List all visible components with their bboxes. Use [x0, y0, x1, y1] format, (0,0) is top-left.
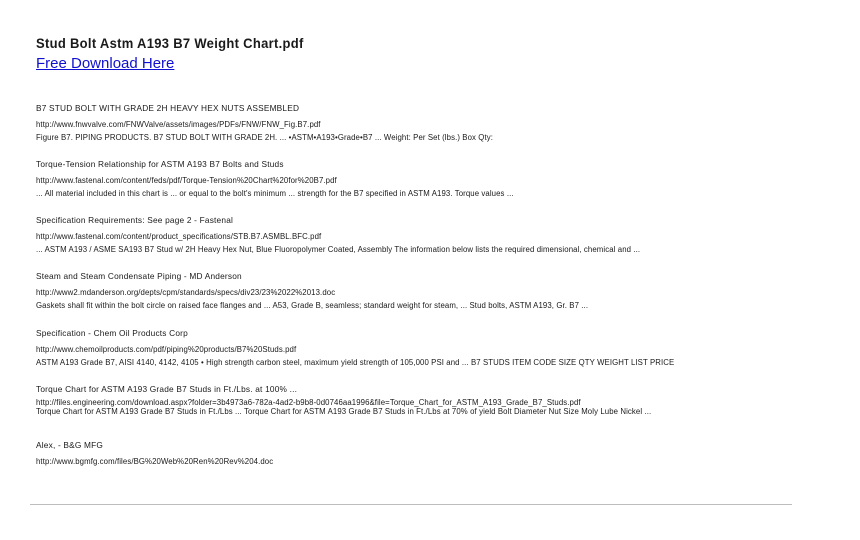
result-url[interactable]: http://www.fastenal.com/content/product_specifications/STB.B7.ASMBL.BFC.pdf	[36, 232, 322, 241]
result-title[interactable]: Steam and Steam Condensate Piping - MD Anderson	[36, 271, 242, 281]
result-description: Gaskets shall fit within the bolt circle on raised face flanges and ... A53, Grade B, seamless; standard weight for steam, ... Stud bolts, ASTM A193, Gr. B7 ...	[36, 301, 589, 310]
result-title[interactable]: B7 STUD BOLT WITH GRADE 2H HEAVY HEX NUTS ASSEMBLED	[36, 103, 300, 113]
result-item	[36, 271, 826, 311]
result-item	[36, 440, 826, 467]
result-title[interactable]: Torque Chart for ASTM A193 Grade B7 Studs in Ft./Lbs. at 100% ...	[36, 384, 298, 394]
result-url[interactable]: http://www2.mdanderson.org/depts/cpm/standards/specs/div23/23%2022%2013.doc	[36, 288, 336, 297]
result-url[interactable]: http://www.chemoilproducts.com/pdf/piping%20products/B7%20Studs.pdf	[36, 345, 297, 354]
result-item	[36, 384, 826, 416]
result-item	[36, 103, 826, 143]
result-description: Figure B7. PIPING PRODUCTS. B7 STUD BOLT WITH GRADE 2H. ... •ASTM•A193•Grade•B7 ... Weight: Per Set (lbs.) Box Qty:	[36, 133, 493, 142]
result-item	[36, 215, 826, 255]
result-title[interactable]: Specification - Chem Oil Products Corp	[36, 328, 188, 338]
result-url[interactable]: http://www.fnwvalve.com/FNWValve/assets/images/PDFs/FNW/FNW_Fig.B7.pdf	[36, 120, 321, 129]
result-url[interactable]: http://files.engineering.com/download.aspx?folder=3b4973a6-782a-4ad2-b9b8-0d0746aa1996&file=Torque_Chart_for_ASTM_A193_Grade_B7_Studs.pdf	[36, 398, 581, 407]
result-url[interactable]: http://www.fastenal.com/content/feds/pdf/Torque-Tension%20Chart%20for%20B7.pdf	[36, 176, 337, 185]
result-description: Torque Chart for ASTM A193 Grade B7 Studs in Ft./Lbs ... Torque Chart for ASTM A193 Grade B7 Studs in Ft./Lbs at 70% of yield Bolt Diameter Nut Size Moly Lube Nickel ...	[36, 406, 652, 416]
result-title[interactable]: Torque-Tension Relationship for ASTM A193 B7 Bolts and Studs	[36, 159, 284, 169]
page-divider	[30, 504, 792, 505]
result-item	[36, 328, 826, 368]
result-description: ... ASTM A193 / ASME SA193 B7 Stud w/ 2H Heavy Hex Nut, Blue Fluoropolymer Coated, Assembly The information below lists the required dimensional, chemical and ...	[36, 245, 641, 254]
free-download-link[interactable]: Free Download Here	[36, 55, 175, 72]
result-item	[36, 159, 826, 199]
result-url[interactable]: http://www.bgmfg.com/files/BG%20Web%20Ren%20Rev%204.doc	[36, 457, 274, 466]
result-title[interactable]: Specification Requirements: See page 2 - Fastenal	[36, 215, 234, 225]
result-description: ASTM A193 Grade B7, AISI 4140, 4142, 4105 • High strength carbon steel, maximum yield strength of 105,000 PSI and ... B7 STUDS ITEM CODE SIZE QTY WEIGHT LIST PRICE	[36, 358, 675, 367]
document-title: Stud Bolt Astm A193 B7 Weight Chart.pdf	[36, 35, 304, 52]
result-title[interactable]: Alex, - B&G MFG	[36, 440, 104, 450]
result-description: ... All material included in this chart is ... or equal to the bolt's minimum ... strength for the B7 specified in ASTM A193. Torque values ...	[36, 189, 514, 198]
